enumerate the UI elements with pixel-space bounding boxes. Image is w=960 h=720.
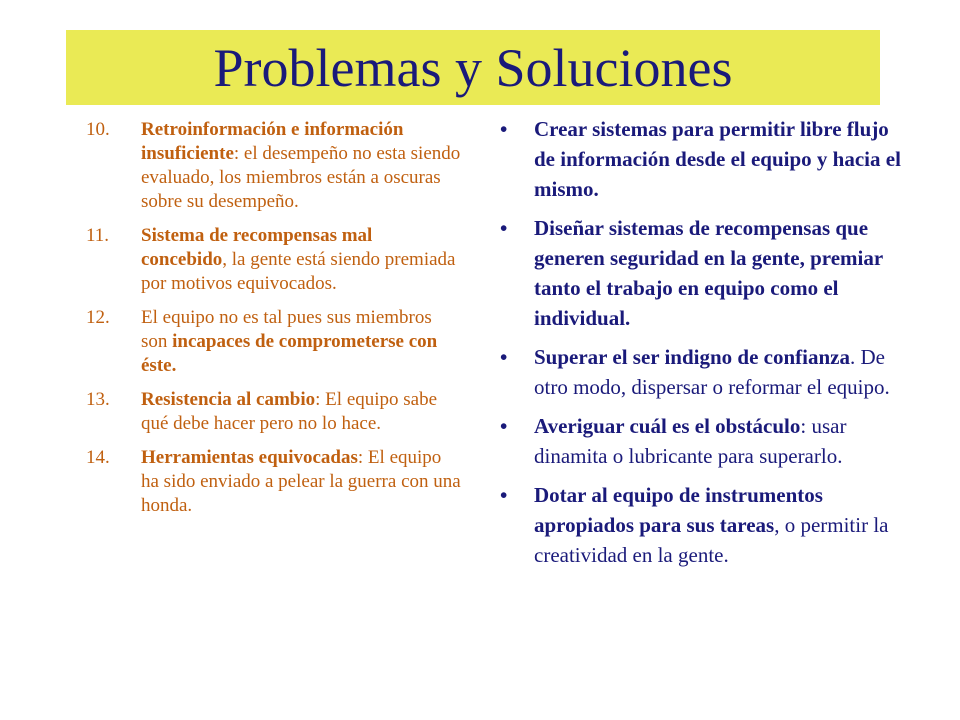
problem-rest: : el desempeño no esta siendo evaluado, los miembros están a oscuras sobre su desempeño. bbox=[141, 143, 461, 212]
solution-text bbox=[534, 213, 914, 333]
problem-rest: , la gente está siendo premiada por motivos equivocados. bbox=[141, 249, 456, 294]
problem-rest: : El equipo ha sido enviado a pelear la guerra con una honda. bbox=[141, 447, 461, 516]
solution-item bbox=[500, 114, 920, 204]
problem-text bbox=[141, 224, 461, 296]
problem-text bbox=[141, 446, 461, 518]
solution-text bbox=[534, 342, 914, 402]
solution-item bbox=[500, 480, 920, 570]
solution-bold: Dotar al equipo de instrumentos apropiados para sus tareas bbox=[534, 483, 823, 537]
problem-rest: : El equipo sabe qué debe hacer pero no lo hace. bbox=[141, 389, 438, 434]
problem-text bbox=[141, 388, 461, 436]
bullet-icon: • bbox=[500, 414, 508, 438]
solution-bold: Averiguar cuál es el obstáculo bbox=[534, 414, 801, 438]
solution-text bbox=[534, 480, 914, 570]
problem-pre: El equipo no es tal pues sus miembros son bbox=[141, 307, 432, 352]
solution-item bbox=[500, 213, 920, 333]
problem-text bbox=[141, 118, 461, 214]
title-bar bbox=[66, 30, 880, 105]
problem-item-12 bbox=[86, 306, 486, 378]
solution-text bbox=[534, 411, 914, 471]
bullet-icon: • bbox=[500, 117, 508, 141]
problem-bold: incapaces de comprometerse con éste. bbox=[141, 331, 438, 376]
solution-rest: : usar dinamita o lubricante para superarlo. bbox=[534, 414, 847, 468]
problem-number: 12. bbox=[86, 307, 110, 328]
problem-item-13 bbox=[86, 388, 486, 436]
problem-item-14 bbox=[86, 446, 486, 518]
bullet-icon: • bbox=[500, 345, 508, 369]
problem-item-11 bbox=[86, 224, 486, 296]
bullet-icon: • bbox=[500, 483, 508, 507]
bullet-icon: • bbox=[500, 216, 508, 240]
problem-number: 11. bbox=[86, 225, 110, 246]
solution-rest: . De otro modo, dispersar o reformar el equipo. bbox=[534, 345, 890, 399]
problem-item-10 bbox=[86, 118, 486, 214]
problems-list bbox=[86, 118, 486, 528]
solution-bold: Diseñar sistemas de recompensas que generen seguridad en la gente, premiar tanto el trabajo en equipo como el individual. bbox=[534, 216, 883, 330]
solutions-list bbox=[500, 114, 920, 579]
problem-bold: Sistema de recompensas mal concebido bbox=[141, 225, 373, 270]
problem-bold: Herramientas equivocadas bbox=[141, 447, 358, 468]
solution-bold: Crear sistemas para permitir libre flujo de información desde el equipo y hacia el mismo. bbox=[534, 117, 901, 201]
problem-text bbox=[141, 306, 461, 378]
solution-bold: Superar el ser indigno de confianza bbox=[534, 345, 850, 369]
solution-text bbox=[534, 114, 914, 204]
solution-item bbox=[500, 411, 920, 471]
problem-number: 13. bbox=[86, 389, 110, 410]
solution-rest: , o permitir la creatividad en la gente. bbox=[534, 513, 889, 567]
problem-bold: Retroinformación e información insuficiente bbox=[141, 119, 404, 164]
problem-number: 14. bbox=[86, 447, 110, 468]
problem-bold: Resistencia al cambio bbox=[141, 389, 316, 410]
problem-number: 10. bbox=[86, 119, 110, 140]
page-title: Problemas y Soluciones bbox=[213, 38, 733, 98]
solution-item bbox=[500, 342, 920, 402]
